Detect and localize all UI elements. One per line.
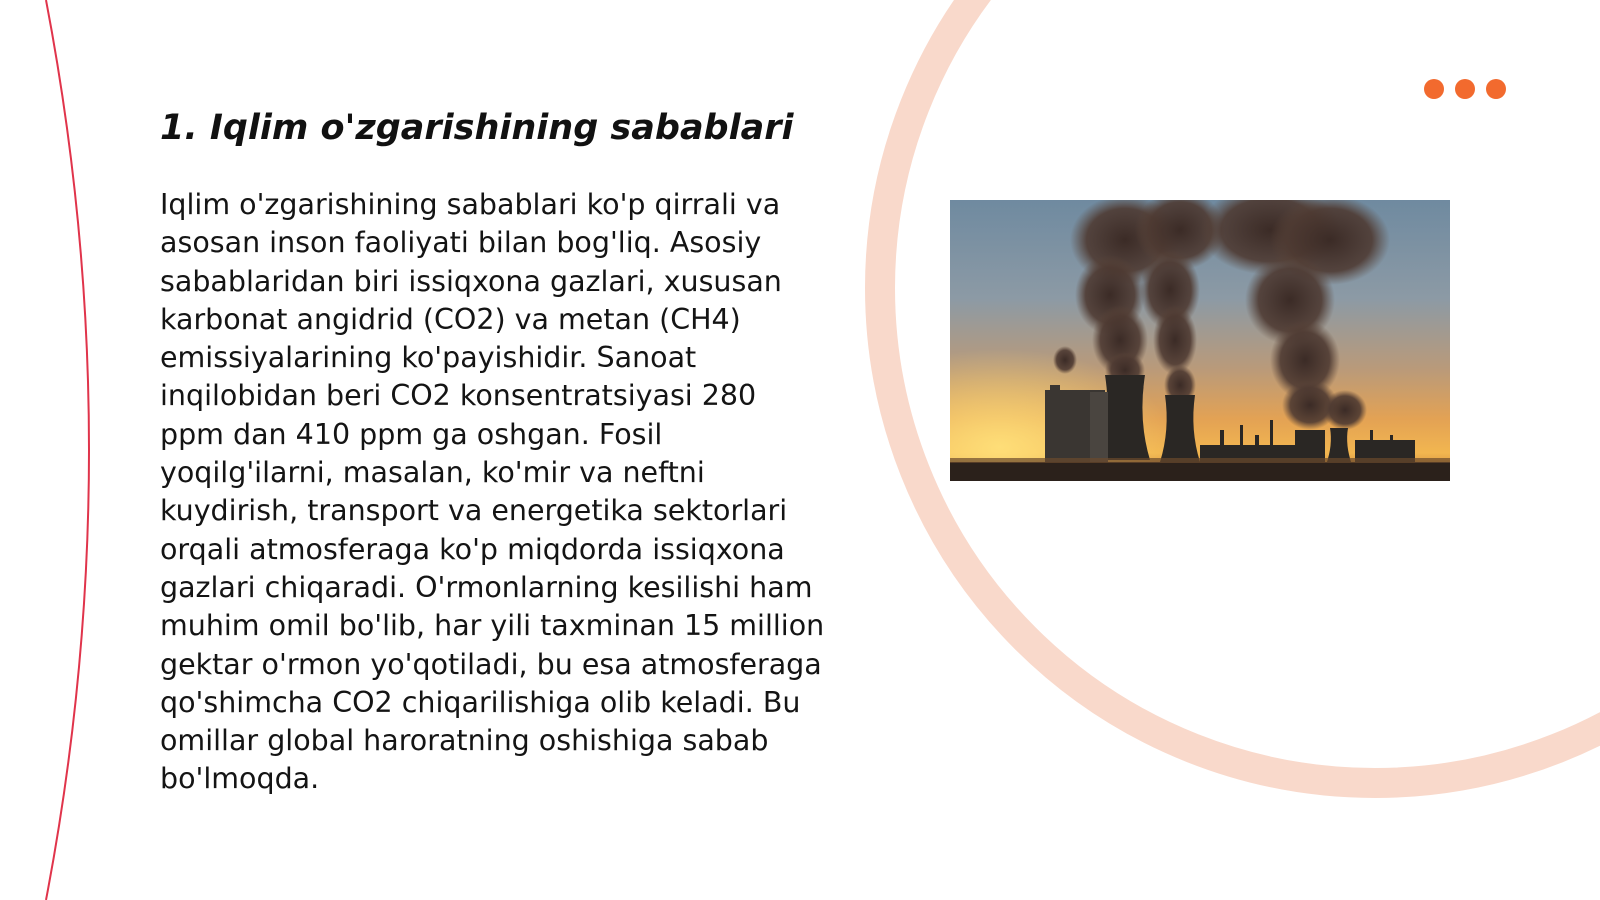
dot-3 — [1486, 79, 1506, 99]
slide-body-text: Iqlim o'zgarishining sabablari ko'p qirrali va asosan inson faoliyati bilan bog'liq. Asosiy sabablaridan biri issiqxona gazlari, xususan karbonat angidrid (CO2) va metan (CH4) emissiyalarining ko'payishidir. Sanoat inqilobidan beri CO2 konsentratsiyasi 280 ppm dan 410 ppm ga oshgan. Fosil yoqilg'ilarni, masalan, ko'mir va neftni kuydirish, transport va energetika sektorlari orqali atmosferaga ko'p miqdorda issiqxona gazlari chiqaradi. O'rmonlarning kesilishi ham muhim omil bo'lib, har yili taxminan 15 million gektar o'rmon yo'qotiladi, bu esa atmosferaga qo'shimcha CO2 chiqarilishiga olib keladi. Bu omillar global haroratning oshishiga sabab bo'lmoqda. — [160, 188, 825, 796]
smokestacks-photo — [950, 200, 1450, 481]
left-curve-line — [46, 0, 89, 900]
smokestacks-image — [950, 200, 1450, 481]
menu-dots-icon — [1424, 79, 1506, 99]
slide-title: 1. Iqlim o'zgarishining sabablari — [160, 108, 794, 148]
dot-1 — [1424, 79, 1444, 99]
dot-2 — [1455, 79, 1475, 99]
